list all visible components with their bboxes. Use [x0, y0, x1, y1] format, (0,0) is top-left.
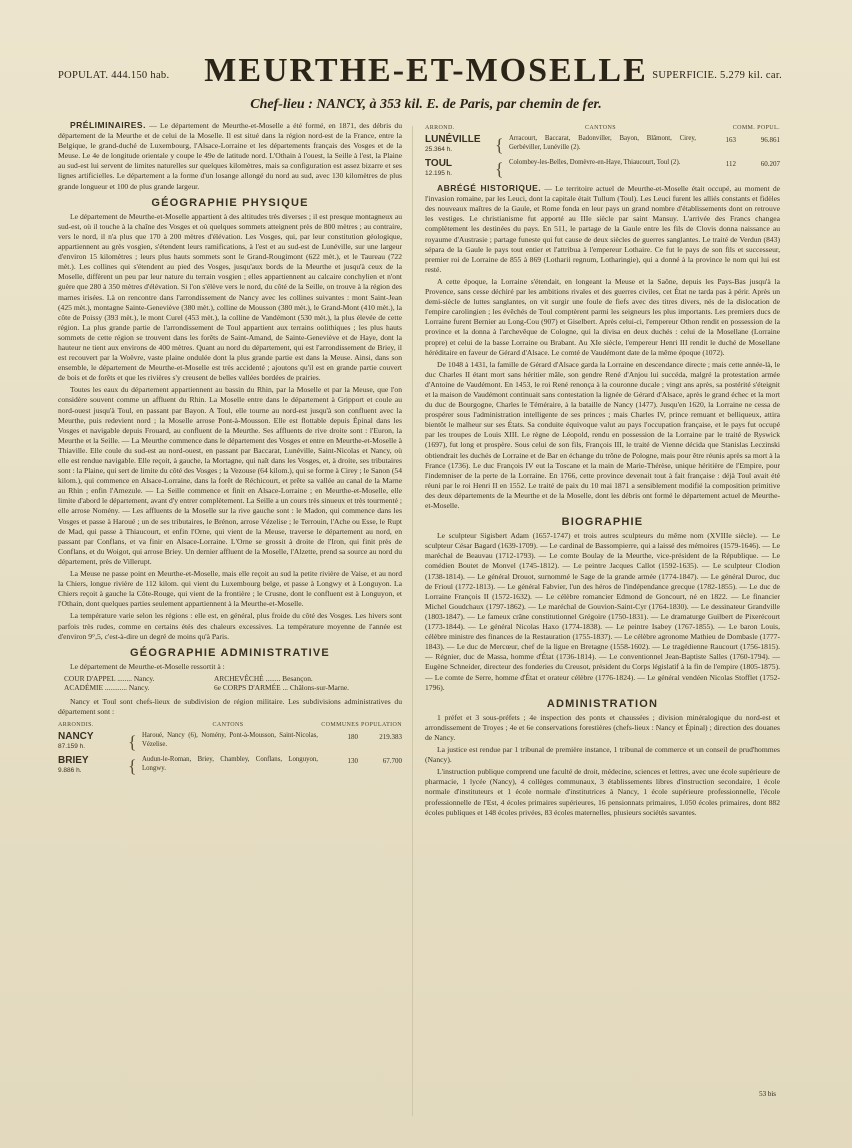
- page-number: 53 bis: [759, 1090, 776, 1098]
- geo-adm-p2: Nancy et Toul sont chefs-lieux de subdivision de région militaire. Les subdivisions administratives du département sont :: [58, 696, 402, 716]
- cantons-list: Colombey-les-Belles, Domèvre-en-Haye, Thiaucourt, Toul (2).: [509, 159, 681, 167]
- section-title-geographie-administrative: GÉOGRAPHIE ADMINISTRATIVE: [130, 646, 330, 659]
- communes-count: 180: [347, 732, 358, 741]
- superficie-label: SUPERFICIE. 5.279 kil. car.: [652, 70, 782, 81]
- administration-p2: La justice est rendue par 1 tribunal de première instance, 1 tribunal de commerce et un conseil de prud'hommes (Nancy).: [425, 745, 780, 765]
- communes-count: 130: [347, 756, 358, 765]
- arrondissement-name: [58, 756, 128, 776]
- column-header: COMMUNES POPULATION: [321, 721, 402, 728]
- geo-physique-p3: La Meuse ne passe point en Meurthe-et-Moselle, mais elle reçoit au sud la petite rivière de Vaise, et au nord la Chiers, longue rivière de 112 kilom. qui vient du Luxembourg belge, et passe à Longwy et à Longuyon. La Chiers reçoit à gauche la Côte-Rouge, qui vient de la frontière ; le Crusne, dont le confluent est à Longuyon, et l'Othain, dont quelques parties seulement appartiennent à la Meurthe-et-Moselle.: [58, 569, 402, 609]
- arrondissement-label: NANCY: [58, 730, 94, 742]
- left-column: [58, 120, 402, 780]
- preliminaires-paragraph: [58, 120, 402, 192]
- administration-p3: L'instruction publique comprend une faculté de droit, médecine, sciences et lettres, avec une école supérieure de pharmacie, 1 lycée (Nancy), 4 collèges communaux, 3 établissements libres d'instruction secondaire, 1 école normale d'instituteurs et 1 école normale d'institutrices à Nancy, 1 école supérieure professionnelle, l'école professionnelle de l'Est, 4 écoles primaires supérieures, 16 pensionnats primaires, 1.050 écoles primaires, dont 882 écoles publiques et 148 écoles privées, 83 écoles maternelles, plusieurs sociétés savantes.: [425, 767, 780, 817]
- geo-physique-p4: La température varie selon les régions : elle est, en général, plus froide du côté des Vosges. Les hivers sont parfois très rudes, comme en certains étés des chaleurs excessives. La température moyenne de l'année est d'environ 9°,5, c'est-à-dire un degré de moins qu'à Paris.: [58, 611, 402, 641]
- preliminaires-lead: PRÉLIMINAIRES.: [70, 120, 146, 130]
- brace-icon: {: [128, 755, 137, 776]
- population-count: 219.383: [379, 732, 402, 741]
- arrondissement-name: [425, 135, 495, 155]
- column-header: ARROND.: [425, 125, 455, 131]
- jurisdiction-list: [64, 674, 402, 693]
- historique-text: — Le territoire actuel de Meurthe-et-Moselle était occupé, au moment de l'invasion romaine, par les Leuci, dont la capitale était Tullum (Toul). Les Leuci furent les alliés constants et fidèles des nouveaux maîtres de la Gaule, et Rome fonda en leur pays un grand nombre d'établissements dont on retrouve les vestiges. Le christianisme fut apporté au IIIe siècle par saint Mansuy. L'arrivée des Francs changea complètement les destinées du pays. En 511, le partage de la Gaule entre les fils de Clovis donna naissance au royaume d'Austrasie ; partage funeste qui fut cause de deux siècles de guerres sanglantes. Le traité de Verdun (843) sépara de la Gaule le pays tout entier et l'attribua à l'empereur Lothaire. Ce fut le pays de son fils et successeur, premier roi de Lorraine de 855 à 869 (Lotharii regnum, Lotharingie), qui a donné à la province le nom qui lui est resté.: [425, 184, 781, 274]
- population-count: 67.700: [382, 756, 402, 765]
- cantons-list: Audun-le-Roman, Briey, Chambley, Conflans, Longuyon, Longwy.: [142, 755, 318, 772]
- arrondissement-pop: 9.886 h.: [58, 766, 82, 774]
- cantons-list: Haroué, Nancy (6), Nomény, Pont-à-Mousson, Saint-Nicolas, Vézelise.: [142, 731, 318, 748]
- page-subtitle: Chef-lieu : NANCY, à 353 kil. E. de Paris, par chemin de fer.: [250, 97, 602, 112]
- administration-p1: 1 préfet et 3 sous-préfets ; 4e inspection des ponts et chaussées ; division minéralogique du nord-est et arrondissement de Troyes ; 4e et 6e conservations forestières (chefs-lieux : Nancy et Épinal) ; direction des douanes de Nancy.: [425, 712, 780, 742]
- column-divider: [412, 126, 413, 1116]
- section-title-administration: ADMINISTRATION: [546, 697, 659, 710]
- arrondissement-row: [425, 135, 780, 155]
- right-column: [425, 120, 780, 820]
- historique-lead: ABRÉGÉ HISTORIQUE.: [437, 183, 542, 194]
- column-header: ARRONDIS.: [58, 721, 94, 728]
- page-title: MEURTHE-ET-MOSELLE: [204, 52, 648, 89]
- column-header: CANTONS: [584, 125, 617, 131]
- brace-icon: {: [495, 135, 504, 156]
- arrondissement-pop: 87.159 h.: [58, 742, 86, 750]
- arrondissement-label: LUNÉVILLE: [425, 134, 481, 146]
- communes-count: 163: [725, 136, 736, 145]
- jurisdiction-cell: ACADÉMIE ............ Nancy.: [64, 683, 150, 693]
- arrondissement-row: [58, 732, 402, 752]
- population-count: 96.861: [760, 136, 780, 145]
- section-title-biographie: BIOGRAPHIE: [561, 516, 644, 529]
- geo-physique-p1: Le département de Meurthe-et-Moselle appartient à des altitudes très diverses ; il est presque montagneux au sud-est, où il touche à la chaîne des Vosges et où quelques sommets atteignent près de 800 mètres ; au contraire, vers le nord, il n'a plus que 170 à 200 mètres d'élévation. Les Vosges, qui, par leur constitution géologique, appartiennent au grès vosgien, s'étendent leurs ramifications, à l'est et au sud-est de Lunéville, sur une largeur d'environ 15 kilomètres ; leurs plus hauts sommets sont le Grand-Rougimont (622 mèt.), et le Taureau (722 mèt.). Les collines qui s'étendent au pied des Vosges, jusqu'aux bords de la Meurthe et jusqu'à ceux de la Moselle, diffèrent un peu par leur nature du terrain vosgien ; elles appartiennent au calcaire conchylien et n'ont guère que 280 à 350 mètres d'élévation. Si l'on s'élève vers le nord, du côté de la Seille, on trouve à la région des marnes irisées. Là on rencontre dans l'arrondissement de Nancy avec les collines suivantes : mont Saint-Jean (425 mèt.), montagne Sainte-Geneviève (380 mèt.), colline de Mousson (380 mèt.), le Grand-Mont (410 mèt.), la côte de Poissy (393 mèt.), le mont Curel (453 mèt.), la colline de Vandémont (530 mèt.), la plus élevée de cette région. La plus grande partie de l'arrondissement de Toul appartient aux terrains oolithiques ; les plus hauts sommets de cette région se trouvent dans les forêts de Saint-Amand, de Sainte-Geneviève et de Haye, dont la hauteur ne tient aux environs de 400 mètres. Quant au nord du département, qui est l'arrondissement de Briey, il est recouvert par la Woëvre, vaste plaine ondulée dont la plus grande partie est dans la Meuse. Ainsi, dans son ensemble, le département de Meurthe-et-Moselle est très accidenté ; ajoutons qu'il est en grande partie couvert de bois et de forêts et que les rivières s'y creusent de belles vallées bordées de prairies.: [58, 211, 402, 383]
- population-label: POPULAT. 444.150 hab.: [58, 70, 170, 81]
- brace-icon: {: [128, 731, 137, 752]
- preliminaires-text: — Le département de Meurthe-et-Moselle a été formé, en 1871, des débris du département de la Meurthe et de celui de la Moselle. Il est situé dans la région nord-est de la France, entre la Belgique, le grand-duché de Luxembourg, l'Alsace-Lorraine et les départements français des Vosges et de la Meuse. Le 4e de longitude orientale y coupe le 49e de latitude nord. L'Othain à l'ouest, la Seille à l'est, la Plaine au sud-est lui servent de limites naturelles sur quelques kilomètres, mais sa configuration est assez bizarre et ses lignes artificielles. Le département a la forme d'un losange allongé du nord au sud, avec 130 kilomètres de plus grande longueur et 100 de plus grande largeur.: [58, 121, 402, 191]
- historique-p2: A cette époque, la Lorraine s'étendait, en longeant la Meuse et la Saône, depuis les Pays-Bas jusqu'à la Provence, sans cesse déchiré par les ambitions rivales et des guerres civiles, cet État ne tarda pas à périr. Après un demi-siècle de luttes sanglantes, on vit surgir une foule de fiefs avec des titres divers, nés de la dislocation de l'empire carolingien ; les évêchés de Toul comptèrent parmi les seigneurs les plus importants. Les premiers ducs de Lorraine furent Bernier au Long-Cou (907) et Giselbert. Après celui-ci, l'empereur Othon rendit en possession de la province et la donna à l'archevêque de Cologne, qui la divisa en deux duchés : celui de la Mosellane (Lorraine propre) et celui de la basse Lorraine ou Brabant. Au XIe siècle, l'empereur Henri III rendit le duché de Mosellane héréditaire en faveur de Gérard d'Alsace. Le comté de Vaudémont date de la même époque (1072).: [425, 276, 780, 357]
- arrondissement-name: [425, 159, 495, 179]
- jurisdiction-cell: COUR D'APPEL ........ Nancy.: [64, 673, 155, 683]
- column-header: CANTONS: [212, 721, 244, 728]
- geo-physique-p2: Toutes les eaux du département appartiennent au bassin du Rhin, par la Moselle et par la Meuse, que l'on considère souvent comme un affluent du Rhin. La Moselle entre dans le département à Gripport et coule au nord-ouest jusqu'à Toul, en passant par Bayon. A Toul, elle tourne au nord-est jusqu'à son confluent avec la Meurthe, puis redevient nord ; la Moselle arrose Pont-à-Mousson. Elle est flottable depuis Épinal dans les Vosges et navigable depuis Frouard, au confluent de la Meurthe. Ses affluents de rive droite sont : l'Euron, la Meurthe et la Seille. — La Meurthe commence dans le département des Vosges et entre en Meurthe-et-Moselle à Thiaville. Elle coule du sud-est au nord-ouest, en passant par Baccarat, Lunéville, Saint-Nicolas et Nancy, où elle est rendue navigable. Elle reçoit, à gauche, la Mortagne, qui naît dans les Vosges, et, à droite, ses tributaires sont : la Plaine, qui sert de limite du côté des Vosges ; la Vezouse (64 kilom.), qui se forme à Cirey ; le Sanon (54 kilom.), qui commence en Alsace-Lorraine, dans la forêt de Réchicourt, et prête sa vallée au canal de la Marne au Rhin ; enfin l'Amezule. — La Seille commence et finit en Alsace-Lorraine ; en Meurthe-et-Moselle, elle limite d'abord le département, avant d'y entrer complètement. La Seille a un cours très sinueux et très tourmenté ; elle arrose Nomény. — Les affluents de la Moselle sur la rive gauche sont : le Madon, qui commence dans les Vosges et passe à Haroué ; un de ses tributaires, le Brénon, arrose Vézelise ; le Terrouin, l'Ache ou Esse, le Rupt de Mad, qui passe à Thiaucourt, et enfin l'Orne, qui vient de la Meuse, traverse le département au nord, en passant par Conflans, et va finir en Alsace-Lorraine. L'Orne se grossit à droite de l'Iron, qui finit près de Conflans, et du Woigot, qui arrose Briey. Un dernier affluent de la Moselle, l'Alzette, prend sa source au nord du département, près de Villerupt.: [58, 385, 402, 566]
- population-count: 60.207: [760, 160, 780, 169]
- arrondissement-pop: 25.364 h.: [425, 146, 453, 154]
- arrondissement-label: BRIEY: [58, 754, 89, 766]
- jurisdiction-row: [64, 674, 402, 683]
- communes-count: 112: [725, 160, 736, 169]
- column-header: COMM. POPUL.: [732, 125, 780, 131]
- arrondissement-label: TOUL: [425, 158, 453, 170]
- historique-paragraph: [425, 183, 780, 275]
- historique-p3: De 1048 à 1431, la famille de Gérard d'Alsace garda la Lorraine en descendance directe ; mais cette année-là, le duc Charles II étant mort sans héritier mâle, son gendre René d'Anjou lui succéda, malgré la protestation armée d'Antoine de Vaudémont. En 1453, le roi René renonça à la couronne ducale ; vingt ans après, sa postérité s'éteignit et la maison de Vaudémont continuait sans contestation la lignée de Gérard d'Alsace, après le grand échec et la mort du duc de Bourgogne, Charles le Téméraire, à la bataille de Nancy (1477). Jusqu'en 1620, la Lorraine ne cessa de prospérer sous l'administration intelligente de ses princes ; mais Charles IV, prince remuant et belliqueux, attira bientôt le malheur sur ses États. Sa conduite équivoque valut au pays l'occupation française, et le pays fut occupé par les troupes de Louis XIII. Le règne de Léopold, rendu en possession de la Lorraine par le traité de Ryswick (1697), fut long et prospère. Sous celui de son fils, François III, le traité de Vienne décida que Stanislas Leczinski obtiendrait les duchés de Lorraine et de Bar en échange du trône de Pologne, mais pour être réunis après sa mort à la France (1736). Le duc François IV eut la Toscane et la main de Marie-Thérèse, unique héritière de l'Empire, pour l'indemniser de la perte de la Lorraine. En 1766, cette province devenait tout à fait française : déjà Toul avait été réuni par le roi Henri II en 1552. Le traité de paix du 10 mai 1871 a sensiblement modifié la composition primitive des deux départements de la Meurthe et de la Moselle, dont les débris ont formé le département actuel de Meurthe-et-Moselle.: [425, 359, 780, 510]
- jurisdiction-cell: ARCHEVÊCHÉ ........ Besançon.: [214, 673, 313, 683]
- cantons-list: Arracourt, Baccarat, Badonviller, Bayon, Blâmont, Cirey, Gerbéviller, Lunéville (2).: [509, 135, 696, 151]
- arrond-table-header: [58, 720, 402, 730]
- geo-adm-p1: Le département de Meurthe-et-Moselle ressortit à :: [70, 661, 225, 671]
- jurisdiction-row: [64, 683, 402, 692]
- arrondissement-row: [58, 756, 402, 776]
- jurisdiction-cell: 6e CORPS D'ARMÉE ... Châlons-sur-Marne.: [214, 683, 350, 693]
- section-title-geographie-physique: GÉOGRAPHIE PHYSIQUE: [151, 196, 309, 209]
- arrondissement-row: [425, 159, 780, 179]
- biographie-text: Le sculpteur Sigisbert Adam (1657-1747) et trois autres sculpteurs du même nom (XVIIIe siècle). — Le sculpteur César Bagard (1639-1709). — Le cardinal de Bassompierre, qui a laissé des mémoires (1579-1646). — Le maréchal de Beauvau (1712-1793). — Le comte Boulay de la Meurthe, vice-président de la République. — Le comédien Boutet de Monvel (1745-1812). — Le peintre Jacques Callot (1592-1635). — Le sculpteur Clodion (1738-1814). — Le général Drouot, surnommé le Sage de la grande armée (1774-1847). — Le général Duroc, duc de Frioul (1772-1813). — Le général Fabvier, l'un des héros de l'indépendance grecque (1782-1855). — Le duc de Lorraine François II (1572-1632). — Le célèbre romancier Edmond de Goncourt, né en 1822. — Le financier Michel Goudchaux (1797-1862). — Le maréchal de Gouvion-Saint-Cyr (1764-1830). — Le dessinateur Grandville (1803-1847). — Le fameux crâne constitutionnel Grégoire (1750-1831). — Le dramaturge Guilbert de Pixerécourt (1773-1844). — Le général Nicolas Haxo (1774-1838). — Le peintre Isabey (1767-1855). — Le baron Louis, célèbre ministre des finances de la Restauration (1755-1837). — Le célèbre agronome Mathieu de Dombasle (1777-1843). — Le duc de Mercœur, chef de la ligue en Bretagne (1558-1602). — Le tragédienne Raucourt (1756-1815). — Régnier, duc de Massa, homme d'État (1736-1814). — Le conventionnel Jean-Baptiste Salles (1760-1794). — Eugène Schneider, directeur des fonderies du Creusot, président du Corps législatif à la fin de l'empire (1805-1875). — Le comte de Serre, homme d'État et orateur célèbre (1776-1824). — Le général vendéen Nicolas Stofflet (1752-1796).: [425, 531, 780, 692]
- arrondissement-name: [58, 732, 128, 752]
- brace-icon: {: [495, 159, 504, 180]
- arrond-table-header: [425, 123, 780, 133]
- arrondissement-pop: 12.195 h.: [425, 170, 453, 178]
